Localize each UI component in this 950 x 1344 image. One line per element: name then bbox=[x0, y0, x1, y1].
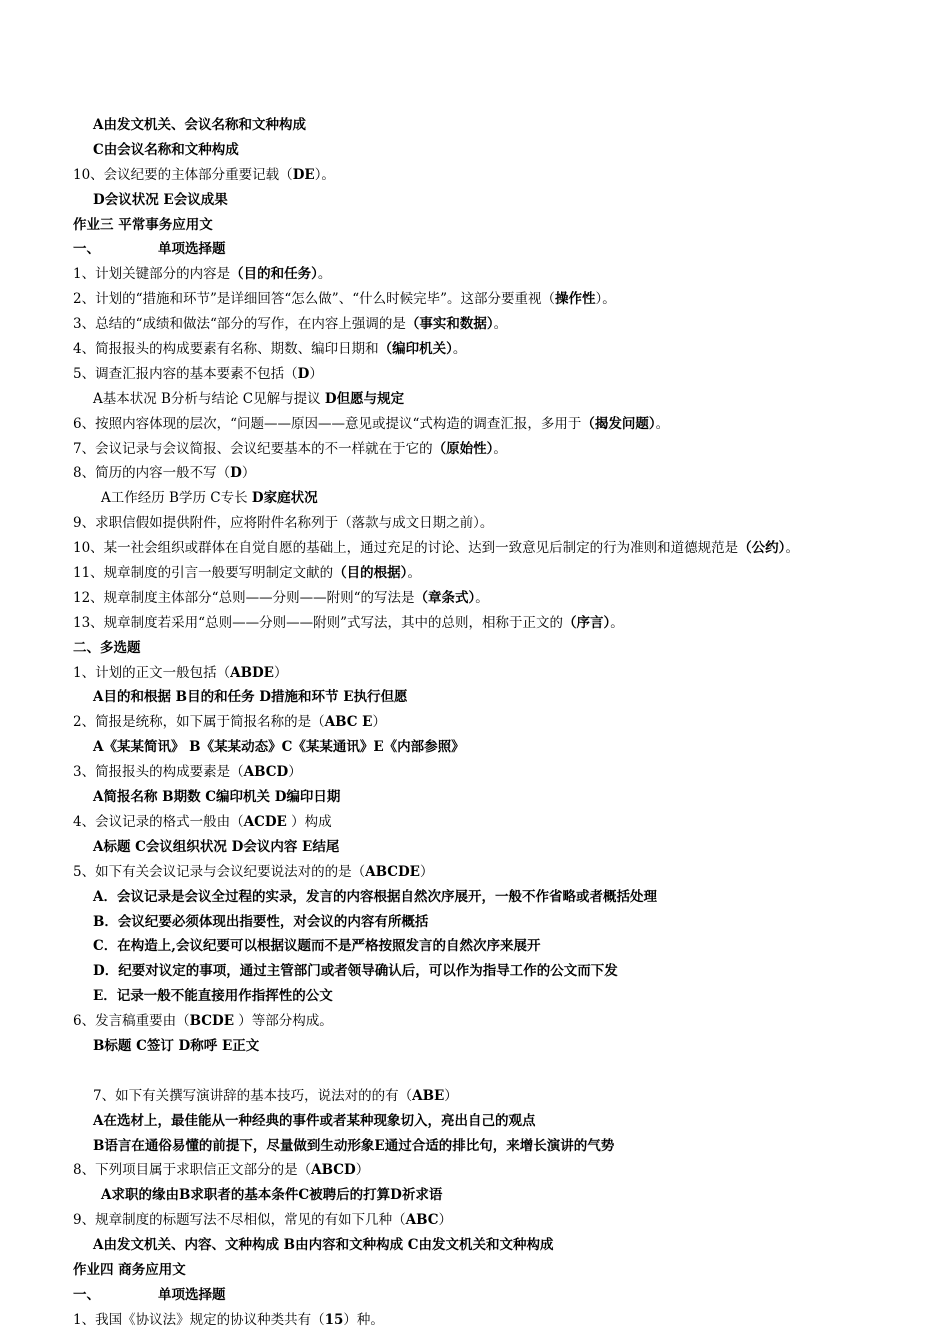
text-line bbox=[73, 1009, 910, 1034]
text-run: ）。 bbox=[595, 291, 616, 308]
text-run: ACDE bbox=[243, 813, 287, 830]
text-run: （章条式） bbox=[414, 589, 476, 606]
text-run: （序言） bbox=[562, 614, 611, 631]
text-run: D但愿与规定 bbox=[324, 390, 405, 407]
text-run: B标题 C签订 D称呼 E正文 bbox=[93, 1037, 260, 1054]
text-run: 8、简历的内容一般不写（ bbox=[73, 465, 231, 482]
text-line bbox=[73, 1233, 910, 1258]
text-run: （揭发问题） bbox=[581, 415, 656, 432]
text-run: 12、规章制度主体部分“总则——分则——附则“的写法是 bbox=[73, 589, 415, 606]
text-line bbox=[73, 760, 910, 785]
text-run: 2、简报是统称，如下属于简报名称的是（ bbox=[73, 714, 325, 731]
text-line bbox=[73, 934, 910, 959]
text-run: 7、会议记录与会议简报、会议纪要基本的不一样就在于它的 bbox=[73, 440, 433, 457]
text-run: 作业三 平常事务应用文 bbox=[73, 216, 213, 233]
text-run: ）种。 bbox=[343, 1311, 384, 1328]
text-line bbox=[73, 536, 910, 561]
text-run: A由发文机关、内容、文种构成 B由内容和文种构成 C由发文机关和文种构成 bbox=[93, 1237, 554, 1254]
text-line bbox=[73, 188, 910, 213]
text-run: ）等部分构成。 bbox=[234, 1013, 333, 1030]
text-line bbox=[73, 860, 910, 885]
text-run: 3、简报报头的构成要素是（ bbox=[73, 764, 244, 781]
text-line bbox=[73, 1258, 910, 1283]
text-line bbox=[73, 262, 910, 287]
text-line bbox=[73, 636, 910, 661]
text-run: （事实和数据） bbox=[405, 316, 494, 333]
text-run: 13、规章制度若采用“总则——分则——附则”式写法，其中的总则，相称于正文的 bbox=[73, 614, 563, 631]
text-line bbox=[73, 586, 910, 611]
text-run: 。 bbox=[317, 266, 332, 283]
text-line bbox=[73, 412, 910, 437]
text-run: 。 bbox=[493, 316, 508, 333]
text-line bbox=[73, 685, 910, 710]
text-run: 。 bbox=[785, 540, 799, 557]
text-run: 。 bbox=[475, 589, 489, 606]
text-run: 5、如下有关会议记录与会议纪要说法对的的是（ bbox=[73, 863, 366, 880]
text-run: ABC bbox=[405, 1212, 439, 1229]
text-run: 二、多选题 bbox=[73, 639, 141, 656]
text-line bbox=[73, 337, 910, 362]
text-line bbox=[73, 959, 910, 984]
text-line bbox=[73, 163, 910, 188]
text-run: 操作性 bbox=[555, 291, 596, 308]
text-run: ABDE bbox=[230, 664, 274, 681]
text-line bbox=[73, 437, 910, 462]
text-run: 2、计划的“措施和环节”是详细回答“怎么做”、“什么时候完毕”。这部分要重视（ bbox=[73, 291, 555, 308]
text-run: 一、 bbox=[73, 241, 100, 258]
text-run: 15 bbox=[324, 1311, 344, 1328]
text-run: （编印机关） bbox=[378, 341, 453, 358]
text-run: （公约） bbox=[738, 540, 786, 557]
text-run: A目的和根据 B目的和任务 D措施和环节 E执行但愿 bbox=[93, 689, 408, 706]
text-run: ） bbox=[309, 365, 323, 382]
text-line bbox=[73, 362, 910, 387]
text-run: 1、计划关键部分的内容是 bbox=[73, 266, 231, 283]
text-run: ） bbox=[288, 764, 302, 781]
text-run: A．会议记录是会议全过程的实录，发言的内容根据自然次序展开，一般不作省略或者概括处理 bbox=[93, 888, 657, 905]
text-line bbox=[73, 735, 910, 760]
text-run: B．会议纪要必须体现出指要性，对会议的内容有所概括 bbox=[93, 913, 429, 930]
text-run: ） bbox=[419, 863, 434, 880]
text-run: D家庭状况 bbox=[251, 490, 318, 507]
text-line bbox=[73, 561, 910, 586]
text-line bbox=[73, 138, 910, 163]
text-run: ） bbox=[241, 465, 256, 482]
text-run: 1、计划的正文一般包括（ bbox=[73, 664, 231, 681]
text-run: B语言在通俗易懂的前提下，尽量做到生动形象E通过合适的排比句，来增长演讲的气势 bbox=[93, 1137, 615, 1154]
text-line bbox=[73, 835, 910, 860]
text-run: 6、发言稿重要由（ bbox=[73, 1013, 190, 1030]
text-run: ） bbox=[355, 1162, 370, 1179]
text-run: A简报名称 B期数 C编印机关 D编印日期 bbox=[93, 789, 341, 806]
text-run: 10、会议纪要的主体部分重要记载（ bbox=[73, 166, 293, 183]
text-run: ） bbox=[372, 714, 386, 731]
text-run: ABCD bbox=[311, 1162, 356, 1179]
text-line bbox=[73, 1283, 910, 1308]
text-run: DE bbox=[292, 166, 315, 183]
text-run: A由发文机关、会议名称和文种构成 bbox=[93, 117, 306, 133]
text-run: BCDE bbox=[189, 1013, 234, 1030]
text-line bbox=[73, 910, 910, 935]
text-run: 9、求职信假如提供附件，应将附件名称列于（落款与成文日期之前）。 bbox=[73, 515, 494, 532]
text-run: 11、规章制度的引言一般要写明制定文献的 bbox=[73, 565, 334, 582]
text-run: A求职的缘由B求职者的基本条件C被聘后的打算D祈求语 bbox=[101, 1187, 443, 1204]
text-line bbox=[73, 1134, 910, 1159]
text-run: E．记录一般不能直接用作指挥性的公文 bbox=[93, 988, 333, 1005]
text-line bbox=[73, 1158, 910, 1183]
text-run: 7、如下有关撰写演讲辞的基本技巧，说法对的的有（ bbox=[93, 1087, 413, 1104]
text-run: 。 bbox=[655, 415, 670, 432]
text-run: 。 bbox=[493, 440, 507, 457]
text-run: 6、按照内容体现的层次，“问题——原因——意见或提议“式构造的调查汇报，多用于 bbox=[73, 415, 582, 432]
text-line bbox=[73, 785, 910, 810]
text-run: D会议状况 E会议成果 bbox=[93, 191, 228, 208]
text-run: 单项选择题 bbox=[158, 241, 226, 258]
text-line bbox=[73, 984, 910, 1009]
text-line bbox=[73, 1308, 910, 1333]
text-line bbox=[73, 710, 910, 735]
text-line bbox=[73, 461, 910, 486]
text-run: A标题 C会议组织状况 D会议内容 E结尾 bbox=[93, 838, 340, 855]
text-run: ）。 bbox=[314, 166, 335, 183]
text-line bbox=[73, 387, 910, 412]
text-run: D．纪要对议定的事项，通过主管部门或者领导确认后，可以作为指导工作的公文而下发 bbox=[93, 963, 618, 980]
text-run: C．在构造上,会议纪要可以根据议题而不是严格按照发言的自然次序来展开 bbox=[93, 938, 541, 955]
text-run: 作业四 商务应用文 bbox=[73, 1261, 186, 1278]
text-line bbox=[73, 511, 910, 536]
blank-line bbox=[73, 1059, 910, 1084]
text-line bbox=[73, 113, 910, 138]
text-run: 9、规章制度的标题写法不尽相似，常见的有如下几种（ bbox=[73, 1212, 406, 1229]
text-run: 1、我国《协议法》规定的协议种类共有（ bbox=[73, 1311, 325, 1328]
text-run: A《某某简讯》 B《某某动态》C《某某通讯》E《内部参照》 bbox=[93, 739, 465, 756]
text-run: 。 bbox=[452, 341, 467, 358]
text-line bbox=[73, 810, 910, 835]
text-run: ） bbox=[273, 664, 288, 681]
text-run: 4、会议记录的格式一般由（ bbox=[73, 813, 244, 830]
text-line bbox=[73, 1208, 910, 1233]
text-run: ） bbox=[444, 1087, 458, 1104]
text-run: 3、总结的“成绩和做法“部分的写作，在内容上强调的是 bbox=[73, 316, 406, 333]
text-line bbox=[73, 312, 910, 337]
text-run: 单项选择题 bbox=[158, 1286, 226, 1303]
text-run: 10、某一社会组织或群体在自觉自愿的基础上，通过充足的讨论、达到一致意见后制定的行为准则和道德规范是 bbox=[73, 540, 739, 557]
text-line bbox=[73, 287, 910, 312]
text-run: D bbox=[297, 365, 310, 382]
text-line bbox=[73, 1084, 910, 1109]
text-run: ABCDE bbox=[365, 863, 420, 880]
text-run: A在选材上，最佳能从一种经典的事件或者某种现象切入，亮出自己的观点 bbox=[93, 1112, 536, 1129]
text-run: （原始性） bbox=[432, 440, 494, 457]
text-line bbox=[73, 1109, 910, 1134]
text-run: ABCD bbox=[243, 764, 289, 781]
text-run: ABE bbox=[412, 1087, 445, 1104]
text-run: 8、下列项目属于求职信正文部分的是（ bbox=[73, 1162, 312, 1179]
text-run: A工作经历 B学历 C专长 bbox=[101, 490, 252, 507]
text-run: C由会议名称和文种构成 bbox=[93, 141, 239, 158]
text-run: （目的根据） bbox=[333, 565, 408, 582]
text-line bbox=[73, 1034, 910, 1059]
text-line bbox=[73, 237, 910, 262]
text-run: （目的和任务） bbox=[230, 266, 318, 283]
text-run: ） bbox=[438, 1212, 452, 1229]
text-line bbox=[73, 1183, 910, 1208]
text-run: 。 bbox=[407, 565, 421, 582]
text-run: A基本状况 B分析与结论 C见解与提议 bbox=[93, 390, 325, 407]
text-line bbox=[73, 611, 910, 636]
text-run: 一、 bbox=[73, 1286, 100, 1303]
text-line bbox=[73, 213, 910, 238]
text-line bbox=[73, 661, 910, 686]
text-run: 5、调查汇报内容的基本要素不包括（ bbox=[73, 365, 298, 382]
text-run: 4、简报报头的构成要素有名称、期数、编印日期和 bbox=[73, 341, 379, 358]
text-line bbox=[73, 885, 910, 910]
text-run: ）构成 bbox=[286, 813, 332, 830]
text-line bbox=[73, 486, 910, 511]
text-run: 。 bbox=[610, 614, 624, 631]
text-run: ABC E bbox=[324, 714, 373, 731]
text-run: D bbox=[230, 465, 242, 482]
